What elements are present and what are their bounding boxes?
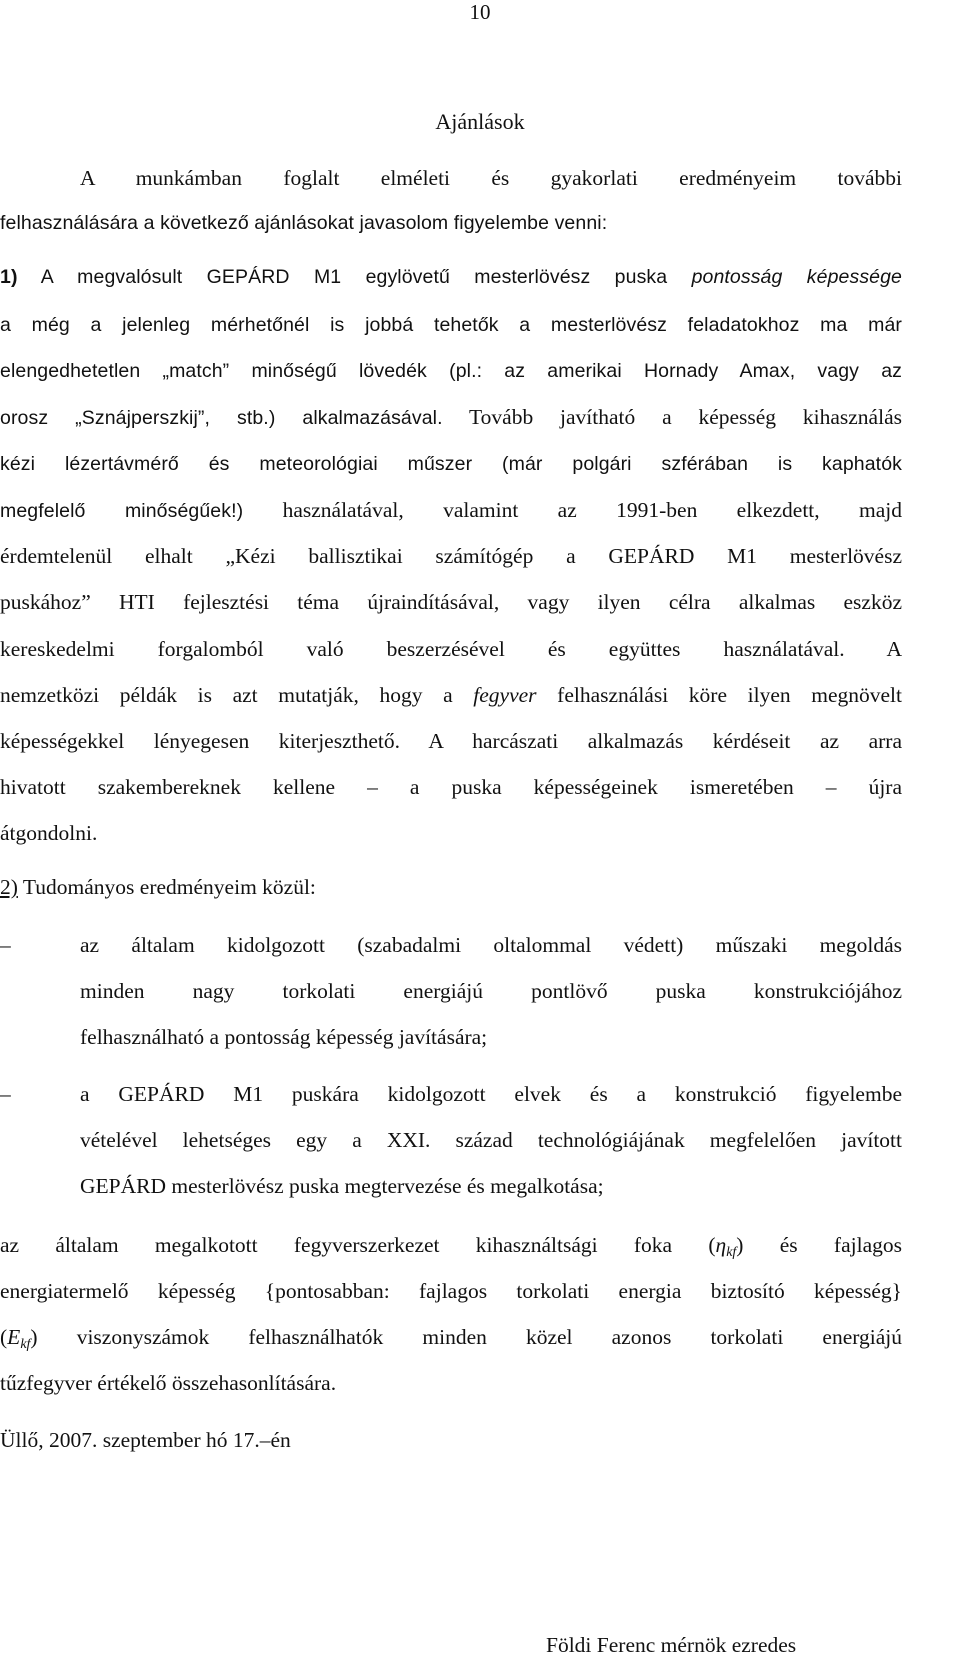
closing-line-1 xyxy=(0,1230,902,1260)
rec2-item1-line-2: minden nagy torkolati energiájú pontlövő puska konstrukciójához xyxy=(80,979,902,1003)
closing-l3-a: ( xyxy=(0,1325,8,1349)
section-heading: Ajánlások xyxy=(435,109,525,134)
rec1-line-7: érdemtelenül elhalt „Kézi ballisztikai számítógép a GEPÁRD M1 mesterlövész xyxy=(0,544,902,568)
signature: Földi Ferenc mérnök ezredes xyxy=(546,1633,797,1657)
rec1-line-1 xyxy=(0,262,902,292)
closing-line-3 xyxy=(0,1322,902,1352)
rec1-number: 1) xyxy=(0,266,18,288)
rec1-line-12: hivatott szakembereknek kellene – a puska képességeinek ismeretében – újra xyxy=(0,775,902,799)
rec2-item1-line-3: felhasználható a pontosság képesség javítására; xyxy=(80,1025,488,1049)
rec1-line-6 xyxy=(0,495,902,525)
rec1-l1-a: A megvalósult GEPÁRD M1 egylövetű mesterlövész puska xyxy=(17,266,692,288)
page-number: 10 xyxy=(469,0,491,24)
rec1-l6-serif: használatával, valamint az 1991-ben elkezdett, majd xyxy=(243,498,902,522)
rec1-line-4 xyxy=(0,402,902,432)
rec2-item2-line-3: GEPÁRD mesterlövész puska megtervezése és megalkotása; xyxy=(80,1174,604,1198)
closing-line-2: energiatermelő képesség {pontosabban: fajlagos torkolati energia biztosító képesség} xyxy=(0,1279,902,1303)
eta-symbol: η xyxy=(715,1233,727,1257)
rec2-item1-line-1: az általam kidolgozott (szabadalmi oltalommal védett) műszaki megoldás xyxy=(80,933,902,957)
e-symbol: E xyxy=(7,1325,21,1349)
closing-l3-b: ) viszonyszámok felhasználhatók minden közel azonos torkolati energiájú xyxy=(30,1325,902,1349)
rec1-l10-italic: fegyver xyxy=(473,683,537,707)
rec1-line-13: átgondolni. xyxy=(0,821,98,845)
rec2-item2-dash: – xyxy=(0,1082,11,1106)
rec1-l4-sans: orosz „Sznájperszkij”, stb.) alkalmazásával. xyxy=(0,407,443,429)
rec2-item2-line-1: a GEPÁRD M1 puskára kidolgozott elvek és a konstrukció figyelembe xyxy=(80,1082,902,1106)
rec1-line-5: kézi lézertávmérő és meteorológiai műszer (már polgári szférában is kaphatók xyxy=(0,453,902,475)
closing-l1-b: ) és fajlagos xyxy=(736,1233,902,1257)
rec1-line-11: képességekkel lényegesen kiterjeszthető. A harcászati alkalmazás kérdéseit az arra xyxy=(0,729,902,753)
e-subscript: kf xyxy=(20,1337,31,1352)
eta-subscript: kf xyxy=(726,1245,737,1260)
intro-line-1: A munkámban foglalt elméleti és gyakorlati eredményeim további xyxy=(80,166,902,190)
rec1-line-9: kereskedelmi forgalomból való beszerzésével és együttes használatával. A xyxy=(0,637,902,661)
rec1-line-3: elengedhetetlen „match” minőségű lövedék (pl.: az amerikai Hornady Amax, vagy az xyxy=(0,360,902,382)
rec2-item2-line-2: vételével lehetséges egy a XXI. század technológiájának megfelelően javított xyxy=(80,1128,902,1152)
date-line: Üllő, 2007. szeptember hó 17.–én xyxy=(0,1428,291,1452)
rec1-l6-sans: megfelelő minőségűek!) xyxy=(0,500,244,522)
rec1-l10-b: felhasználási köre ilyen megnövelt xyxy=(536,683,902,707)
rec2-label xyxy=(0,872,902,902)
closing-line-4: tűzfegyver értékelő összehasonlítására. xyxy=(0,1371,337,1395)
rec2-label-text: Tudományos eredményeim közül: xyxy=(17,875,316,899)
rec1-line-2: a még a jelenleg mérhetőnél is jobbá tehetők a mesterlövész feladatokhoz ma már xyxy=(0,314,902,336)
rec1-l1-italic: pontosság képessége xyxy=(691,266,903,288)
rec1-line-8: puskához” HTI fejlesztési téma újraindításával, vagy ilyen célra alkalmas eszköz xyxy=(0,590,902,614)
rec2-number: 2) xyxy=(0,875,18,899)
rec2-item1-dash: – xyxy=(0,933,11,957)
rec1-l4-serif: Tovább javítható a képesség kihasználás xyxy=(442,405,902,429)
closing-l1-a: az általam megalkotott fegyverszerkezet kihasználtsági foka ( xyxy=(0,1233,716,1257)
intro-line-2: felhasználására a következő ajánlásokat javasolom figyelembe venni: xyxy=(0,212,608,234)
rec1-l10-a: nemzetközi példák is azt mutatják, hogy a xyxy=(0,683,474,707)
rec1-line-10 xyxy=(0,680,902,710)
